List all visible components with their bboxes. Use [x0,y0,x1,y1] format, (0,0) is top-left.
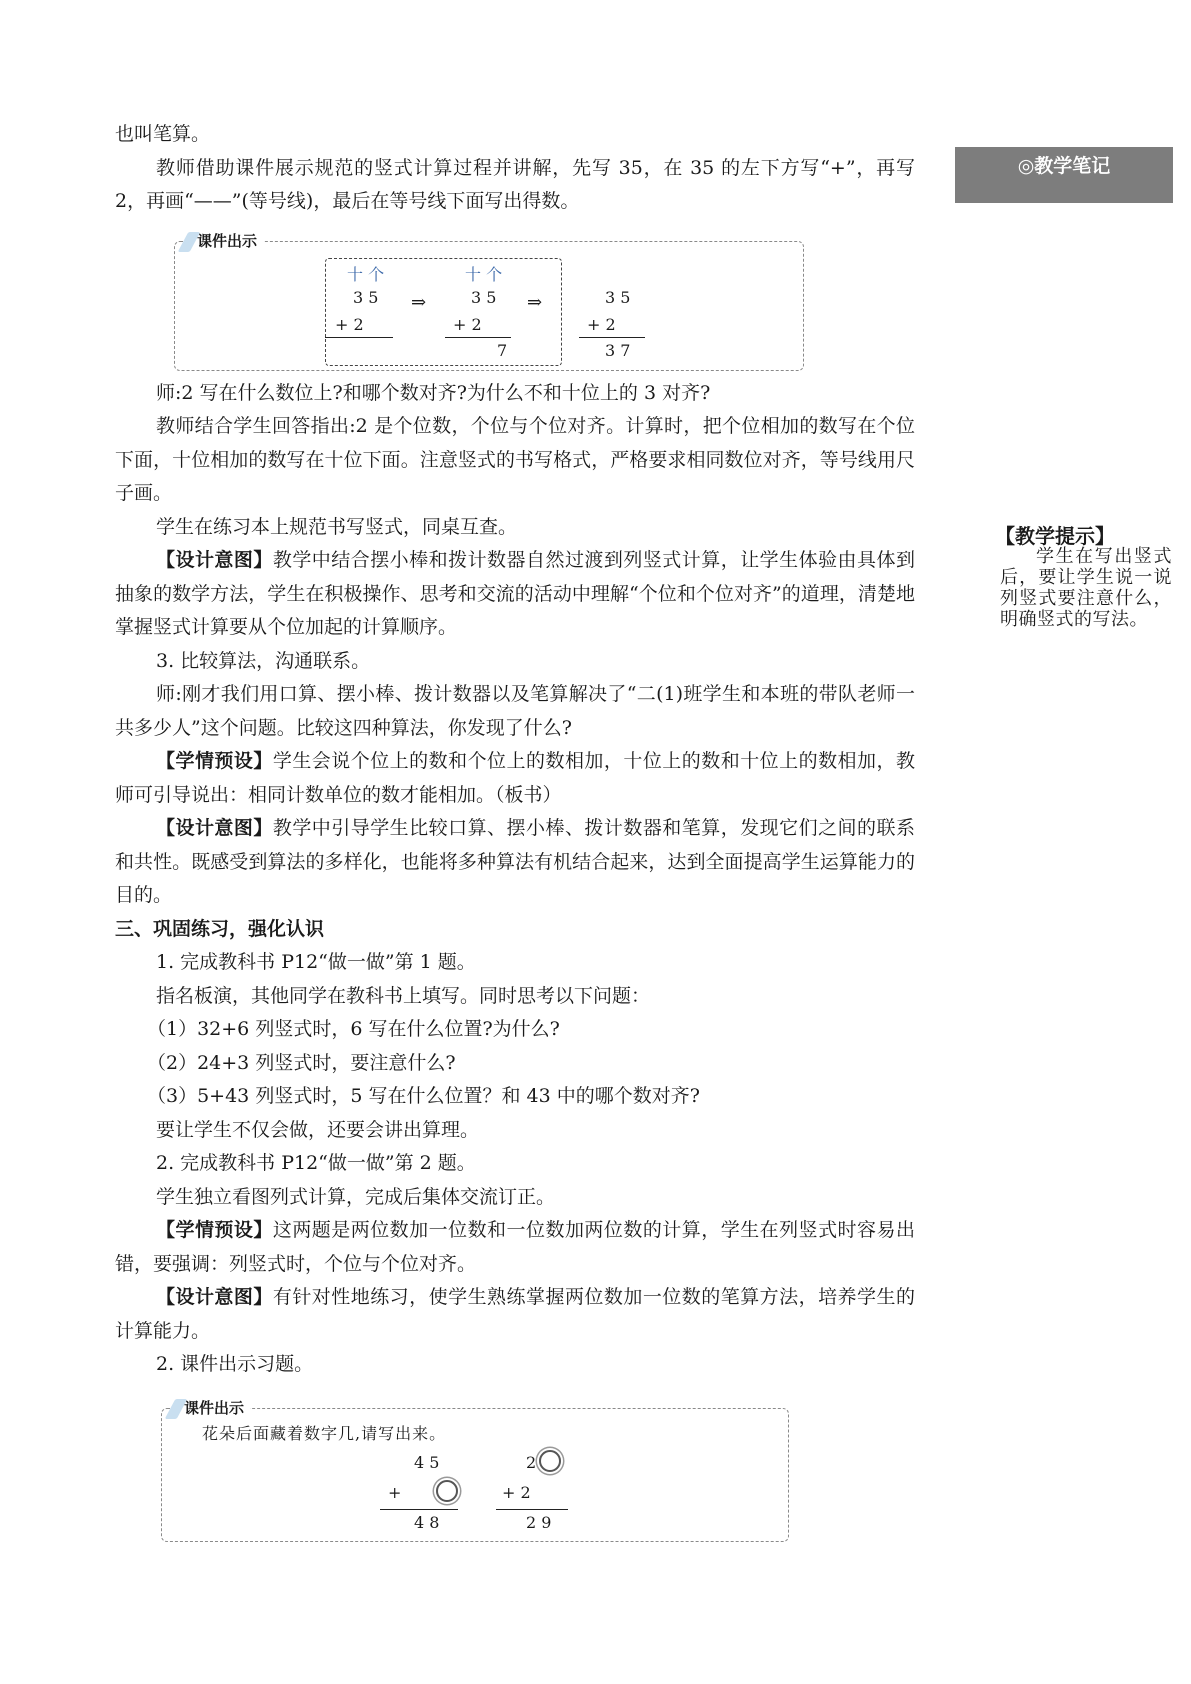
section-tag: 【设计意图】 [156,817,273,839]
paragraph: 教师结合学生回答指出:2 是个位数，个位与个位对齐。计算时，把个位相加的数写在个位下面，十位相加的数写在十位下面。注意竖式的书写格式，严格要求相同数位对齐，等号线用尺子画。 [115,415,915,504]
addend: 3 5 [471,287,497,307]
sum: 2 9 [526,1512,552,1532]
teaching-notes-label: ◎教学笔记 [955,147,1173,203]
addend: + 2 [587,314,616,334]
addend: + 2 [502,1482,531,1502]
courseware-tag: 课件出示 [170,1397,250,1418]
paragraph [115,745,915,812]
equals-line [496,1509,568,1510]
question-item: （1）32+6 列竖式时，6 写在什么位置?为什么? [147,1018,560,1040]
addend: 3 5 [605,287,631,307]
sum: 3 7 [605,340,631,360]
section-heading: 三、巩固练习，强化认识 [115,917,325,940]
paragraph-text: 教学中结合摆小棒和拨计数器自然过渡到列竖式计算，让学生体验由具体到抽象的数学方法，学生在积极操作、思考和交流的活动中理解“个位和个位对齐”的道理，清楚地掌握竖式计算要从个位加起的计算顺序。 [115,549,915,638]
paragraph [115,544,915,645]
paragraph: 2. 课件出示习题。 [156,1353,314,1375]
question-item: （2）24+3 列竖式时，要注意什么? [147,1051,456,1074]
section-tag: 【设计意图】 [156,549,273,571]
paragraph: 也叫笔算。 [115,123,211,145]
section-tag: 【学情预设】 [156,1219,273,1241]
addend: 4 5 [414,1452,440,1472]
addend: + 2 [453,314,482,334]
equals-line [380,1509,458,1510]
paragraph [115,1281,915,1348]
paragraph: 师:2 写在什么数位上?和哪个数对齐?为什么不和十位上的 3 对齐? [156,381,711,404]
section-tag: 【设计意图】 [156,1286,273,1308]
paragraph: 2. 完成教科书 P12“做一做”第 2 题。 [156,1152,476,1174]
courseware-box-2 [161,1398,789,1542]
paragraph: 学生在练习本上规范书写竖式，同桌互查。 [156,515,518,538]
teaching-tip-title: 【教学提示】 [995,524,1115,548]
section-tag: 【学情预设】 [156,750,273,772]
addend: + 2 [335,314,364,334]
paragraph: 要让学生不仅会做，还要会讲出算理。 [156,1118,480,1141]
exercise-prompt: 花朵后面藏着数字几,请写出来。 [202,1423,447,1443]
paragraph: 1. 完成教科书 P12“做一做”第 1 题。 [156,951,476,973]
plus-sign: + [388,1482,402,1502]
paragraph: 师:刚才我们用口算、摆小棒、拨计数器以及笔算解决了“二(1)班学生和本班的带队老师一共多少人”这个问题。比较这四种算法，你发现了什么? [115,683,915,739]
paragraph [115,812,915,913]
place-labels: 十 个 [347,264,385,284]
paragraph: 教师借助课件展示规范的竖式计算过程并讲解，先写 35，在 35 的左下方写“+”，再写 2，再画“——”(等号线)，最后在等号线下面写出得数。 [115,156,915,212]
exercise-illustration [162,1409,790,1543]
paragraph [115,1214,915,1281]
addend: 2 [526,1452,537,1472]
paragraph: 学生独立看图列式计算，完成后集体交流订正。 [156,1185,556,1208]
flower-icon [539,1450,561,1472]
equals-line [579,337,645,338]
paragraph-text: 这两题是两位数加一位数和一位数加两位数的计算，学生在列竖式时容易出错，要强调：列竖式时，个位与个位对齐。 [115,1219,915,1275]
main-content [115,118,915,1542]
sum: 7 [497,340,508,360]
teaching-tip-body: 学生在写出竖式后，要让学生说一说列竖式要注意什么，明确竖式的写法。 [1000,546,1172,630]
equals-line [445,337,511,338]
paragraph: 3. 比较算法，沟通联系。 [156,649,371,672]
courseware-tag: 课件出示 [183,230,263,251]
flower-icon [436,1480,458,1502]
sum: 4 8 [414,1512,440,1532]
question-item: （3）5+43 列竖式时，5 写在什么位置？和 43 中的哪个数对齐? [147,1085,700,1107]
equals-line [325,337,393,338]
arrow-icon: ⇒ [527,291,543,313]
courseware-box-1 [174,231,804,371]
paragraph-text: 有针对性地练习，使学生熟练掌握两位数加一位数的笔算方法，培养学生的计算能力。 [115,1286,915,1342]
addend: 3 5 [353,287,379,307]
paragraph: 指名板演，其他同学在教科书上填写。同时思考以下问题： [156,984,651,1007]
place-labels: 十 个 [465,264,503,284]
vertical-calc-illustration [175,242,805,372]
arrow-icon: ⇒ [411,291,427,313]
paragraph-text: 学生会说个位上的数和个位上的数相加，十位上的数和十位上的数相加，教师可引导说出：相同计数单位的数才能相加。（板书） [115,750,915,806]
paragraph-text: 教学中引导学生比较口算、摆小棒、拨计数器和笔算，发现它们之间的联系和共性。既感受到算法的多样化，也能将多种算法有机结合起来，达到全面提高学生运算能力的目的。 [115,817,915,906]
